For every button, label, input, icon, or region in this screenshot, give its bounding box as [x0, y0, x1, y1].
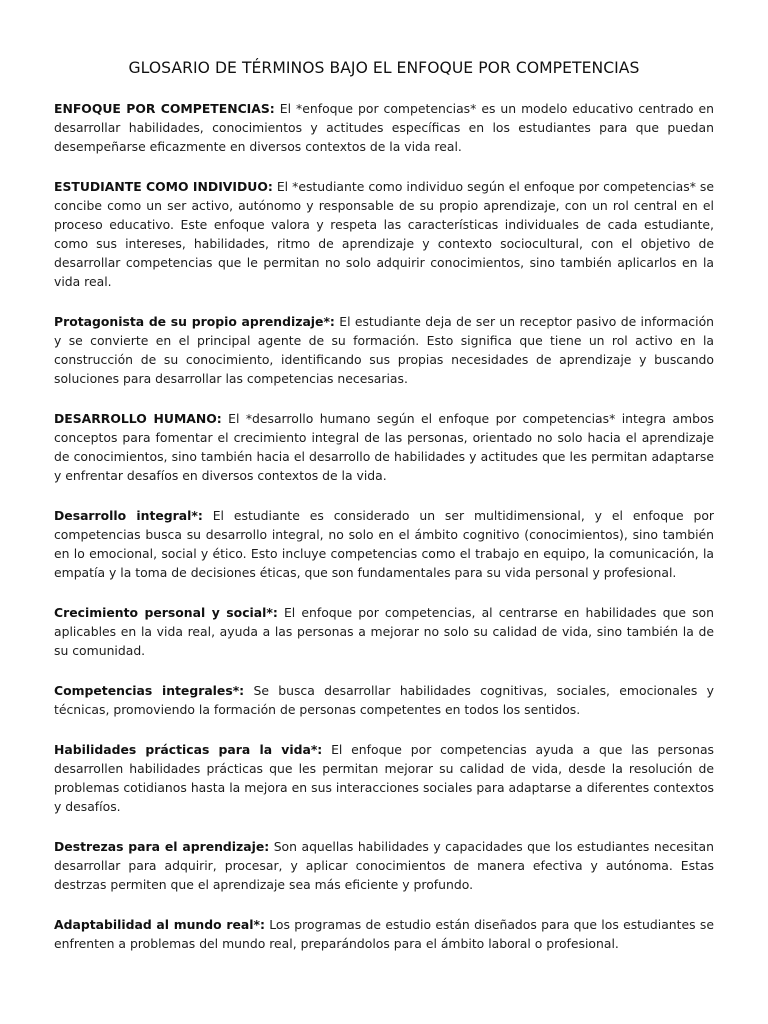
- glossary-entry-competencias-integrales: [54, 681, 714, 719]
- entry-definition: Los programas de estudio están diseñados para que los estudiantes se enfrenten a problemas del mundo real, preparándolos para el ámbito laboral o profesional.: [54, 917, 714, 951]
- entry-term: Competencias integrales*:: [54, 683, 245, 698]
- glossary-entry-estudiante-como-individuo: [54, 177, 714, 291]
- entry-term: Adaptabilidad al mundo real*:: [54, 917, 265, 932]
- entry-term: Crecimiento personal y social*:: [54, 605, 278, 620]
- entry-term: ENFOQUE POR COMPETENCIAS:: [54, 101, 275, 116]
- entry-term: DESARROLLO HUMANO:: [54, 411, 222, 426]
- entry-definition: El enfoque por competencias, al centrarse en habilidades que son aplicables en la vida real, ayuda a las personas a mejorar no solo su calidad de vida, sino también la de su comunidad.: [54, 605, 714, 658]
- entry-term: ESTUDIANTE COMO INDIVIDUO:: [54, 179, 273, 194]
- glossary-entry-protagonista: [54, 312, 714, 388]
- glossary-entry-desarrollo-integral: [54, 506, 714, 582]
- entry-term: Habilidades prácticas para la vida*:: [54, 742, 323, 757]
- document-title: GLOSARIO DE TÉRMINOS BAJO EL ENFOQUE POR COMPETENCIAS: [128, 59, 640, 77]
- entry-definition: El estudiante deja de ser un receptor pasivo de información y se convierte en el principal agente de su formación. Esto significa que tiene un rol activo en la construcción de su conocimiento, identificando sus propias necesidades de aprendizaje y buscando soluciones para desarrollar las competencias necesarias.: [54, 314, 715, 386]
- entry-definition: El enfoque por competencias ayuda a que las personas desarrollen habilidades prácticas que les permitan mejorar su calidad de vida, desde la resolución de problemas cotidianos hasta la mejora en sus interacciones sociales para adaptarse a diferentes contextos y desafíos.: [54, 742, 714, 814]
- entry-definition: El estudiante es considerado un ser multidimensional, y el enfoque por competencias busca su desarrollo integral, no solo en el ámbito cognitivo (conocimientos), sino también en lo emocional, social y ético. Esto incluye competencias como el trabajo en equipo, la comunicación, la empatía y la toma de decisiones éticas, que son fundamentales para su vida personal y profesional.: [54, 508, 714, 580]
- glossary-entry-enfoque-por-competencias: [54, 99, 714, 156]
- glossary-entry-destrezas-aprendizaje: [54, 837, 714, 894]
- glossary-entry-habilidades-practicas: [54, 740, 714, 816]
- entry-definition: El *enfoque por competencias* es un modelo educativo centrado en desarrollar habilidades, conocimientos y actitudes específicas en los estudiantes para que puedan desempeñarse eficazmente en diversos contextos de la vida real.: [54, 101, 714, 154]
- entry-term: Destrezas para el aprendizaje:: [54, 839, 270, 854]
- glossary-entry-desarrollo-humano: [54, 409, 714, 485]
- entry-definition: Se busca desarrollar habilidades cognitivas, sociales, emocionales y técnicas, promoviendo la formación de personas competentes en todos los sentidos.: [54, 683, 715, 717]
- entry-term: Protagonista de su propio aprendizaje*:: [54, 314, 335, 329]
- entry-definition: El *desarrollo humano según el enfoque por competencias* integra ambos conceptos para fomentar el crecimiento integral de las personas, orientado no solo hacia el aprendizaje de conocimientos, sino también hacia el desarrollo de habilidades y actitudes que les permitan adaptarse y enfrentar desafíos en diversos contextos de la vida.: [54, 411, 714, 483]
- entry-definition: El *estudiante como individuo según el enfoque por competencias* se concibe como un ser activo, autónomo y responsable de su propio aprendizaje, con un rol central en el proceso educativo. Este enfoque valora y respeta las características individuales de cada estudiante, como sus intereses, habilidades, ritmo de aprendizaje y contexto sociocultural, con el objetivo de desarrollar competencias que le permitan no solo adquirir conocimientos, sino también aplicarlos en la vida real.: [54, 179, 714, 289]
- glossary-entry-adaptabilidad: [54, 915, 714, 953]
- entry-definition: Son aquellas habilidades y capacidades que los estudiantes necesitan desarrollar para adquirir, procesar, y aplicar conocimientos de manera efectiva y autónoma. Estas destrzas permiten que el aprendizaje sea más eficiente y profundo.: [54, 839, 714, 892]
- glossary-entry-crecimiento-personal: [54, 603, 714, 660]
- entry-term: Desarrollo integral*:: [54, 508, 203, 523]
